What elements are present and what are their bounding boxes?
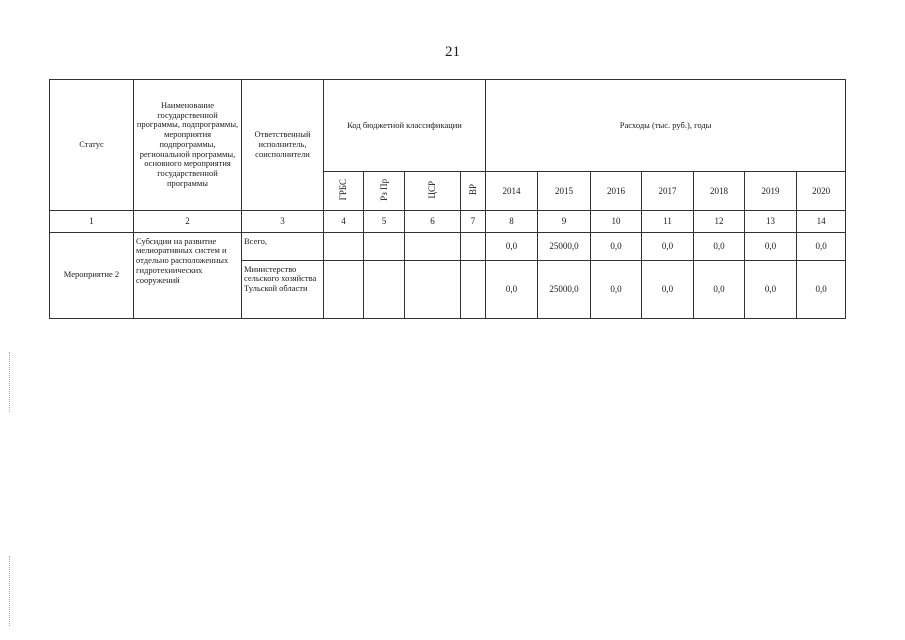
row-value: 0,0 xyxy=(694,260,745,318)
row-code-vr xyxy=(461,232,486,260)
column-number: 13 xyxy=(745,210,797,232)
row-value: 0,0 xyxy=(797,260,846,318)
column-number: 11 xyxy=(642,210,694,232)
row-value: 0,0 xyxy=(642,260,694,318)
row-value: 0,0 xyxy=(745,260,797,318)
row-code-grbs xyxy=(324,260,364,318)
row-value: 0,0 xyxy=(694,232,745,260)
row-value: 0,0 xyxy=(642,232,694,260)
column-number: 14 xyxy=(797,210,846,232)
column-number: 5 xyxy=(364,210,405,232)
column-number-row xyxy=(50,210,846,232)
row-code-vr xyxy=(461,260,486,318)
column-number: 7 xyxy=(461,210,486,232)
row-code-csr xyxy=(405,232,461,260)
row-value: 0,0 xyxy=(745,232,797,260)
header-year: 2020 xyxy=(797,172,846,210)
table-row xyxy=(50,232,846,260)
row-code-grbs xyxy=(324,232,364,260)
row-code-csr xyxy=(405,260,461,318)
header-year: 2016 xyxy=(591,172,642,210)
row-name: Субсидии на развитие мелиоративных систем и отдельно расположенных гидротехнических сооружений xyxy=(134,232,242,318)
row-responsible: Всего, xyxy=(242,232,324,260)
header-code-vr: ВР xyxy=(461,172,486,210)
column-number: 8 xyxy=(486,210,538,232)
header-year: 2015 xyxy=(538,172,591,210)
row-value: 0,0 xyxy=(591,260,642,318)
row-code-rzpr xyxy=(364,232,405,260)
header-year: 2019 xyxy=(745,172,797,210)
row-responsible: Министерство сельского хозяйства Тульской области xyxy=(242,260,324,318)
row-value: 25000,0 xyxy=(538,260,591,318)
header-year: 2014 xyxy=(486,172,538,210)
column-number: 1 xyxy=(50,210,134,232)
column-number: 10 xyxy=(591,210,642,232)
column-number: 12 xyxy=(694,210,745,232)
column-number: 4 xyxy=(324,210,364,232)
header-name: Наименование государственной программы, подпрограммы, мероприятия подпрограммы, региональной программы, основного мероприятия государственной программы xyxy=(134,80,242,211)
row-code-rzpr xyxy=(364,260,405,318)
row-status: Мероприятие 2 xyxy=(50,232,134,318)
column-number: 2 xyxy=(134,210,242,232)
column-number: 6 xyxy=(405,210,461,232)
column-number: 3 xyxy=(242,210,324,232)
header-budget-code: Код бюджетной классификации xyxy=(324,80,486,172)
row-value: 0,0 xyxy=(797,232,846,260)
row-value: 0,0 xyxy=(486,260,538,318)
scan-edge-mark xyxy=(9,352,10,412)
header-code-rzpr: Рз Пр xyxy=(364,172,405,210)
header-year: 2018 xyxy=(694,172,745,210)
header-year: 2017 xyxy=(642,172,694,210)
row-value: 25000,0 xyxy=(538,232,591,260)
header-expenses: Расходы (тыс. руб.), годы xyxy=(486,80,846,172)
row-value: 0,0 xyxy=(486,232,538,260)
header-row xyxy=(50,80,846,172)
header-status: Статус xyxy=(50,80,134,211)
page-number: 21 xyxy=(445,44,460,60)
scan-edge-mark xyxy=(9,556,10,626)
column-number: 9 xyxy=(538,210,591,232)
header-code-grbs: ГРБС xyxy=(324,172,364,210)
row-value: 0,0 xyxy=(591,232,642,260)
header-responsible: Ответственный исполнитель, соисполнители xyxy=(242,80,324,211)
budget-table xyxy=(49,79,846,319)
header-code-csr: ЦСР xyxy=(405,172,461,210)
